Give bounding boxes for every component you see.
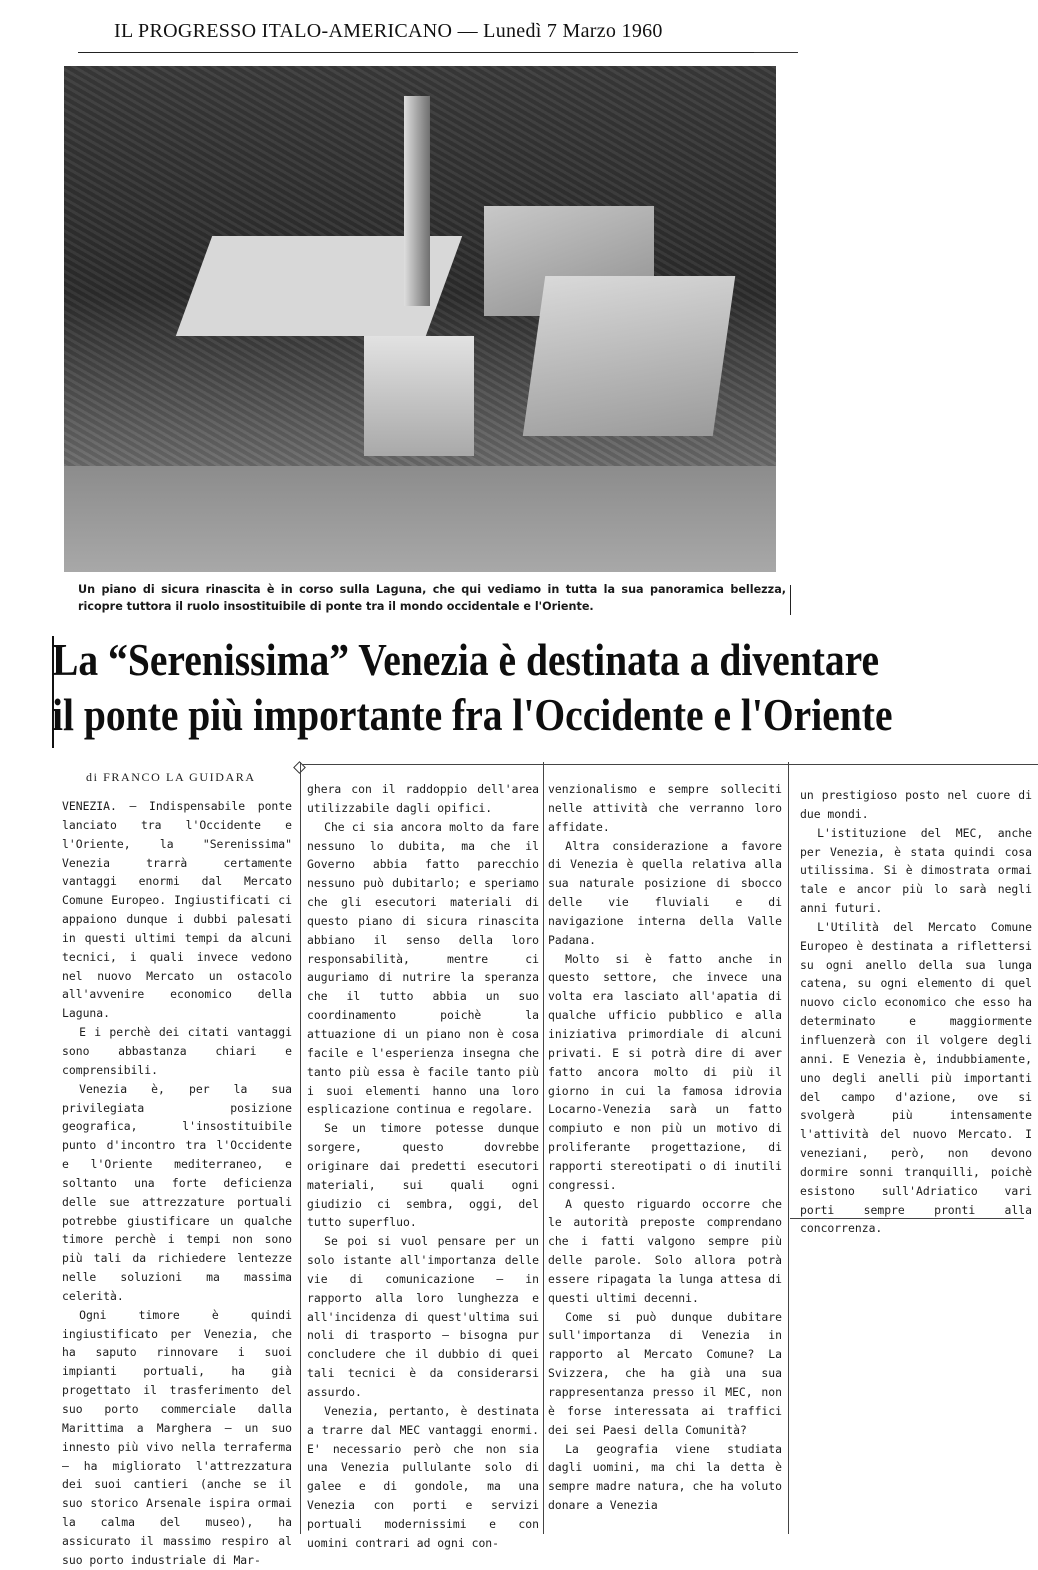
- lagoon-water: [64, 466, 776, 572]
- paragraph: L'Utilità del Mercato Comune Europeo è destinata a riflettersi su ogni anello della sua lunga catena, su ogni elemento di quel nuovo ciclo economico che esso ha determinato e maggiormente influenzerà con il volgere degli anni. E Venezia è, indubbiamente, uno degli anelli più importanti del campo d'azione, ove si svolgerà più intensamente l'attività del nuovo Mercato. I veneziani, però, non devono dormire sonni tranquilli, poichè esistono sull'Adriatico vari porti sempre pronti alla concorrenza.: [800, 919, 1032, 1236]
- newspaper-header: [78, 16, 798, 53]
- article-column-2: [307, 780, 539, 1553]
- paragraph: ghera con il raddoppio dell'area utilizzabile dagli opifici.: [307, 782, 539, 815]
- headline-line-1: La “Serenissima” Venezia è destinata a diventare: [52, 634, 880, 685]
- palace-shape: [523, 276, 735, 436]
- paragraph: L'istituzione del MEC, anche per Venezia, è stata quindi cosa utilissima. Si è dimostrata ormai tale e ancor più lo sarà negli anni futuri.: [800, 825, 1032, 916]
- column-rule-1: [300, 762, 301, 1534]
- aerial-photo-venice: [64, 66, 776, 572]
- library-shape: [364, 336, 474, 456]
- paragraph: Se poi si vuol pensare per un solo istante all'importanza delle vie di comunicazione — in rapporto alla loro lunghezza e all'incidenza di quest'ultima sui noli di trasporto — bisogna pur concludere che il dubbio di quei tali tecnici è da considerarsi assurdo.: [307, 1234, 539, 1399]
- article-column-4: [800, 786, 1032, 1238]
- headline: [52, 632, 893, 742]
- headline-line-2: il ponte più importante fra l'Occidente e l'Oriente: [52, 689, 893, 740]
- column-rule-3: [788, 762, 789, 1534]
- paragraph: E i perchè dei citati vantaggi sono abbastanza chiari e comprensibili.: [62, 1025, 292, 1077]
- paragraph: Venezia è, per la sua privilegiata posizione geografica, l'insostituibile punto d'incontro tra l'Occidente e l'Oriente mediterraneo, e soltanto una forte deficienza delle sue attrezzature portuali potrebbe giustificare un qualche timore perchè i tempi non sono più tali da richiedere lentezze nelle soluzioni ma massima celerità.: [62, 1081, 292, 1303]
- paragraph: un prestigioso posto nel cuore di due mondi.: [800, 788, 1032, 821]
- paragraph: Molto si è fatto anche in questo settore, che invece una volta era lasciato all'apatia di qualche ufficio pubblico e alla iniziativa primordiale di alcuni privati. E si potrà dire di aver fatto ancora molto di più il giorno in cui la famosa idrovia Locarno-Venezia sarà un fatto compiuto e non più un motivo di proliferante progettazione, di rapporti stereotipati o di inutili congressi.: [548, 951, 782, 1192]
- paragraph: Venezia, pertanto, è destinata a trarre dal MEC vantaggi enormi. E' necessario però che non sia una Venezia pullulante solo di galee e di gondole, ma una Venezia con porti e servizi portuali modernissimi e con uomini contrari ad ogni con-: [307, 1403, 539, 1550]
- paragraph: venzionalismo e sempre solleciti nelle attività che verranno loro affidate.: [548, 782, 782, 834]
- paragraph: Se un timore potesse dunque sorgere, questo dovrebbe originare dai predetti esecutori materiali, sui quali ogni giudizio ci sembra, oggi, del tutto superfluo.: [307, 1121, 539, 1230]
- paragraph: La geografia viene studiata dagli uomini, ma chi la detta è sempre madre natura, che ha voluto donare a Venezia: [548, 1441, 782, 1513]
- paragraph: Ogni timore è quindi ingiustificato per Venezia, che ha saputo rinnovare i suoi impianti portuali, ha già progettato il trasferimento del suo porto commerciale dalla Marittima a Marghera — un suo innesto più vivo nella terraferma — ha migliorato l'attrezzatura dei suoi cantieri (anche se il suo storico Arsenale ispira ormai la calma del museo), ha assicurato il massimo respiro al suo porto industriale di Mar-: [62, 1307, 292, 1567]
- column-top-rule: [300, 764, 1038, 765]
- paragraph: Che ci sia ancora molto da fare nessuno lo dubita, ma che il Governo abbia fatto parecchio nessuno può dubitarlo; e speriamo che gli esecutori materiali di questo piano di sicura rinascita abbiano il senso della loro responsabilità, mentre ci auguriamo di nutrire la speranza che il tutto abbia un suo coordinamento poichè la attuazione di un piano non è cosa facile e l'esperienza insegna che tanto più essa è facile tanto più i suoi elementi hanno una loro esplicazione continua e regolare.: [307, 819, 539, 1117]
- paragraph: A questo riguardo occorre che le autorità preposte comprendano che i fatti valgono sempre più delle parole. Solo allora potrà essere ripagata la lunga attesa di questi ultimi decenni.: [548, 1196, 782, 1305]
- paragraph: VENEZIA. — Indispensabile ponte lanciato tra l'Occidente e l'Oriente, la "Serenissima" Venezia trarrà certamente vantaggi enormi dal Mercato Comune Europeo. Ingiustificati ci appaiono dunque i dubbi palesati in questi ultimi tempi da alcuni tecnici, i quali invece vedono nel nuovo Mercato un ostacolo all'avvenire economico della Laguna.: [62, 799, 292, 1021]
- paragraph: Come si può dunque dubitare sull'importanza di Venezia in rapporto al Mercato Comune? La Svizzera, che ha già una sua rappresentanza presso il MEC, non è forse interessata ai traffici dei sei Paesi della Comunità?: [548, 1309, 782, 1437]
- masthead-line: IL PROGRESSO ITALO-AMERICANO — Lunedì 7 Marzo 1960: [114, 20, 663, 42]
- column-rule-2: [543, 762, 544, 1534]
- column-end-rule: [790, 1218, 1024, 1219]
- campanile-shape: [404, 96, 430, 306]
- article-column-1: [62, 797, 292, 1570]
- paragraph: Altra considerazione a favore di Venezia è quella relativa alla sua naturale posizione di sbocco delle vie fluviali e di navigazione interna della Valle Padana.: [548, 838, 782, 947]
- photo-caption: Un piano di sicura rinascita è in corso sulla Laguna, che qui vediamo in tutta la sua panoramica bellezza, ricopre tuttora il ruolo insostituibile di ponte tra il mondo occidentale e l'Oriente.: [78, 583, 786, 613]
- byline: di FRANCO LA GUIDARA: [86, 770, 256, 784]
- caption-rule: [790, 585, 791, 615]
- article-column-3: [548, 780, 782, 1515]
- header-rule: [754, 52, 798, 53]
